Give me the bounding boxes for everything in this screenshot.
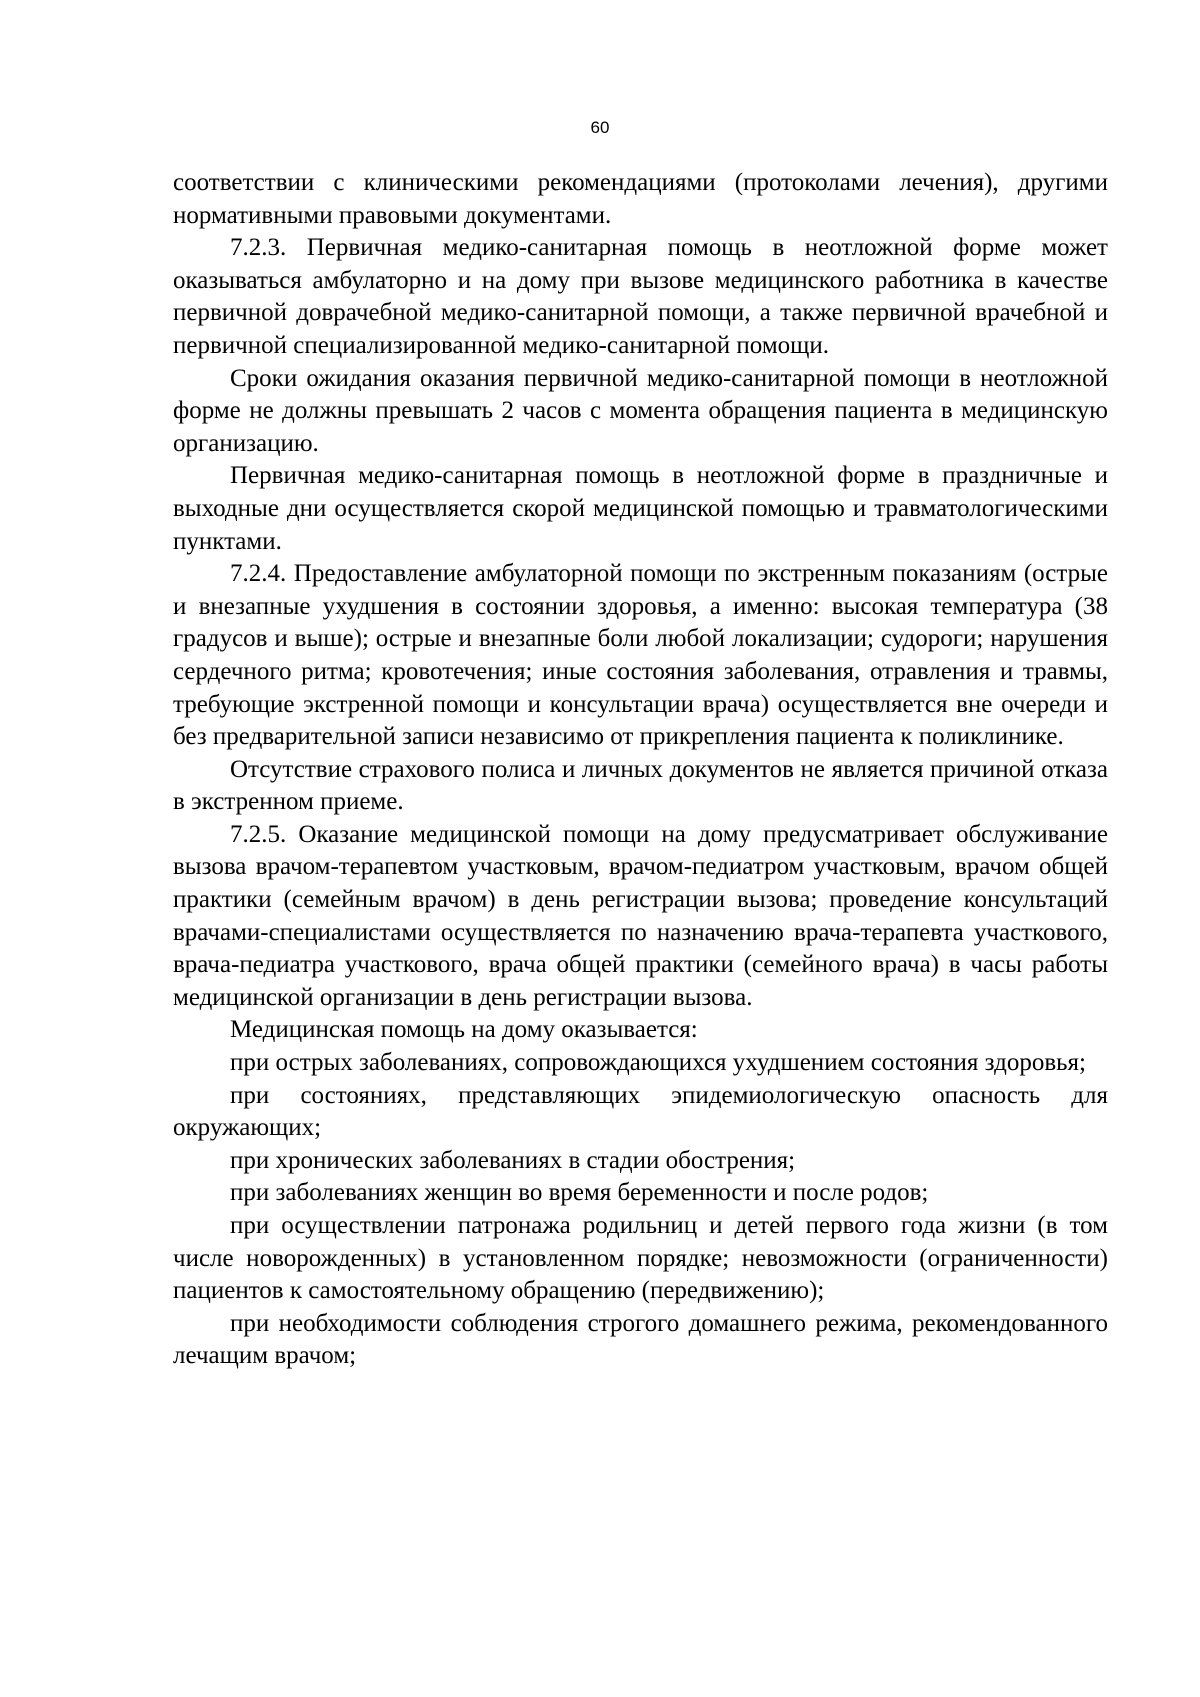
list-item: при хронических заболеваниях в стадии обострения; [230, 1146, 796, 1174]
paragraph-waiting-time: Сроки ожидания оказания первичной медико-санитарной помощи в неотложной форме не должны превышать 2 часов с момента обращения пациента в медицинскую организацию. [173, 364, 1108, 457]
page-number: 60 [590, 118, 610, 137]
list-item: при заболеваниях женщин во время беременности и после родов; [230, 1179, 929, 1207]
list-item: при состояниях, представляющих эпидемиологическую опасность для окружающих; [173, 1081, 1108, 1142]
document-body [173, 167, 1108, 1373]
paragraph-home-care-intro: Медицинская помощь на дому оказывается: [230, 1016, 698, 1044]
list-item: при острых заболеваниях, сопровождающихся ухудшением состояния здоровья; [230, 1049, 1086, 1077]
list-item: при осуществлении патронажа родильниц и детей первого года жизни (в том числе новорожденных) в установленном порядке; невозможности (ограниченности) пациентов к самостоятельному обращению (передвижению); [173, 1212, 1108, 1305]
paragraph-no-policy: Отсутствие страхового полиса и личных документов не является причиной отказа в экстренном приеме. [173, 755, 1108, 816]
paragraph-7-2-3: 7.2.3. Первичная медико-санитарная помощь в неотложной форме может оказываться амбулаторно и на дому при вызове медицинского работника в качестве первичной доврачебной медико-санитарной помощи, а также первичной врачебной и первичной специализированной медико-санитарной помощи. [173, 234, 1108, 359]
paragraph-continuation: соответствии с клиническими рекомендациями (протоколами лечения), другими нормативными правовыми документами. [173, 169, 1108, 229]
paragraph-holidays: Первичная медико-санитарная помощь в неотложной форме в праздничные и выходные дни осуществляется скорой медицинской помощью и травматологическими пунктами. [173, 462, 1108, 555]
paragraph-7-2-4: 7.2.4. Предоставление амбулаторной помощи по экстренным показаниям (острые и внезапные ухудшения в состоянии здоровья, а именно: высокая температура (38 градусов и выше); острые и внезапные боли любой локализации; судороги; нарушения сердечного ритма; кровотечения; иные состояния заболевания, отравления и травмы, требующие экстренной помощи и консультации врача) осуществляется вне очереди и без предварительной записи независимо от прикрепления пациента к поликлинике. [173, 560, 1108, 751]
list-item: при необходимости соблюдения строгого домашнего режима, рекомендованного лечащим врачом; [173, 1309, 1108, 1370]
paragraph-7-2-5: 7.2.5. Оказание медицинской помощи на дому предусматривает обслуживание вызова врачом-терапевтом участковым, врачом-педиатром участковым, врачом общей практики (семейным врачом) в день регистрации вызова; проведение консультаций врачами-специалистами осуществляется по назначению врача-терапевта участкового, врача-педиатра участкового, врача общей практики (семейного врача) в часы работы медицинской организации в день регистрации вызова. [173, 820, 1108, 1011]
